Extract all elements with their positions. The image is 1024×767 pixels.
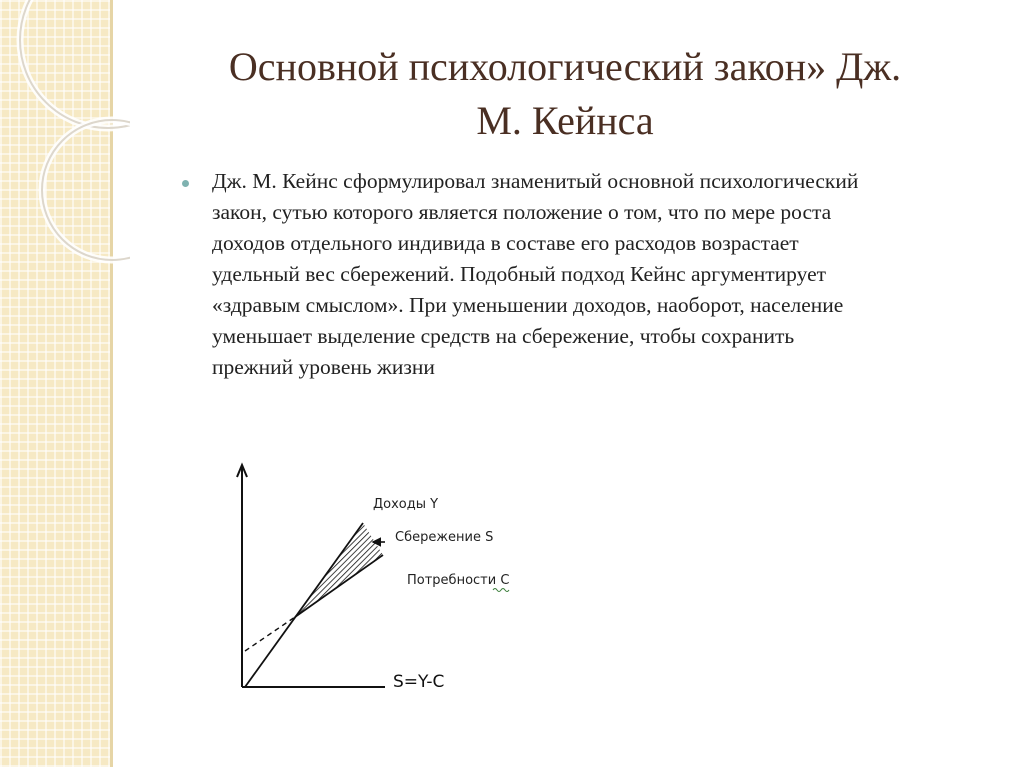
bullet-text-line: доходов отдельного индивида в составе его расходов возрастает: [212, 231, 799, 255]
consumption-extension-dashed: [245, 617, 295, 651]
bullet-item: [182, 166, 982, 383]
bullet-text-line: «здравым смыслом». При уменьшении доходов, наоборот, население: [212, 293, 844, 317]
bullet-text-line: уменьшает выделение средств на сбережение, чтобы сохранить: [212, 324, 795, 348]
bullet-text-line: Дж. М. Кейнс сформулировал знаменитый основной психологический: [212, 169, 859, 193]
bullet-text: [212, 166, 982, 383]
bullet-text-line: прежний уровень жизни: [212, 355, 435, 379]
label-formula: S=Y-C: [393, 672, 445, 692]
income-line: [245, 523, 363, 687]
decorative-circles: [0, 0, 130, 300]
label-income: Доходы Y: [373, 497, 439, 512]
page-title: [170, 40, 960, 148]
saving-area: [295, 523, 383, 617]
title-line-1: Основной психологический закон» Дж.: [228, 44, 902, 89]
bullet-text-line: закон, сутью которого является положение о том, что по мере роста: [212, 200, 832, 224]
bullet-text-line: удельный вес сбережений. Подобный подход Кейнс аргументирует: [212, 262, 827, 286]
spellcheck-underline: [493, 589, 509, 592]
keynes-saving-diagram: [225, 455, 545, 705]
label-consumption: Потребности С: [407, 573, 510, 588]
title-line-2: М. Кейнса: [476, 98, 654, 143]
label-saving: Сбережение S: [395, 530, 494, 545]
bullet-dot-icon: [182, 180, 189, 187]
